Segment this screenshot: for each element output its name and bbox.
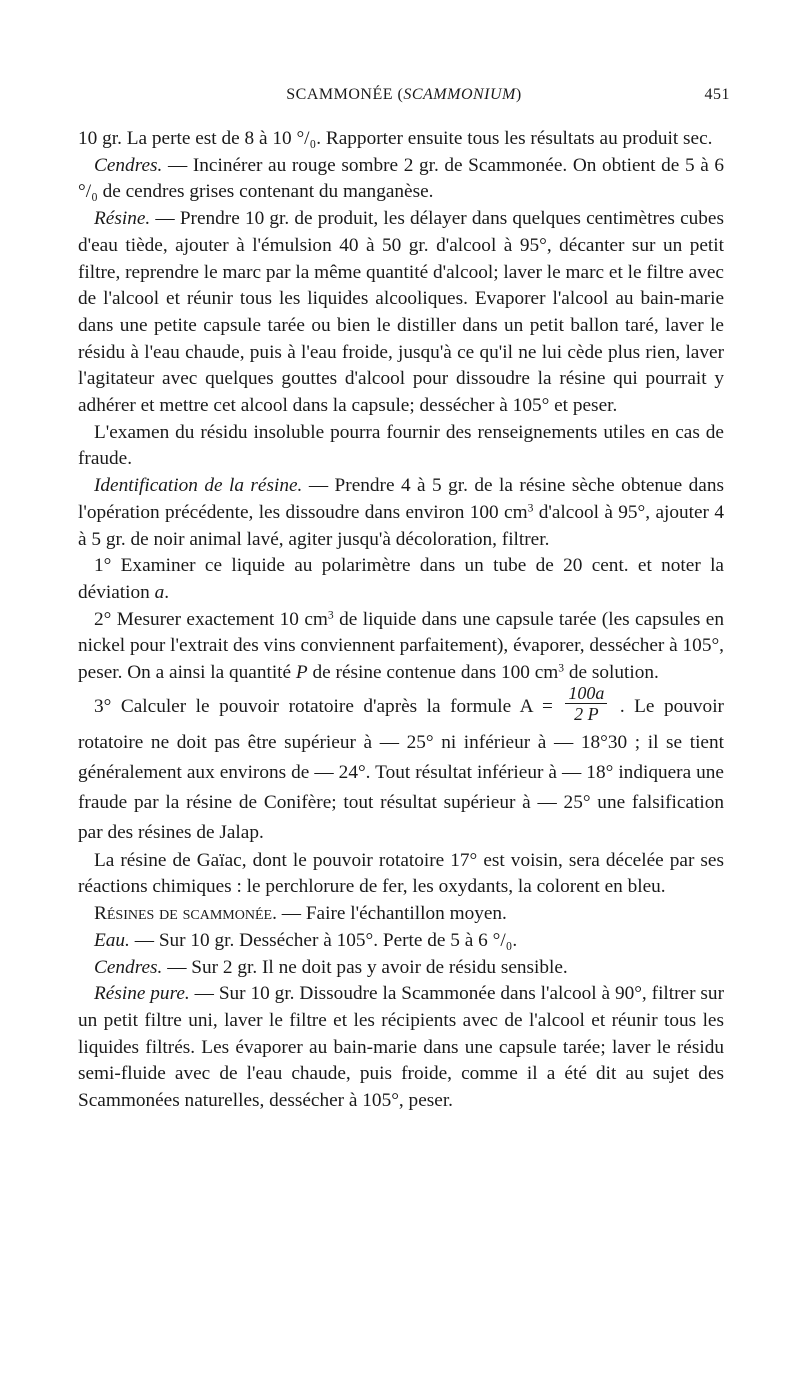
- running-title: SCAMMONÉE (SCAMMONIUM): [286, 86, 522, 103]
- paragraph-resines-scammonee: Résines de scammonée. — Faire l'échantillon moyen.: [94, 903, 507, 925]
- paragraph-eau: Eau. — Sur 10 gr. Dessécher à 105°. Perte de 5 à 6 °/₀.: [94, 929, 518, 951]
- paragraph-resine-pure: Résine pure. — Sur 10 gr. Dissoudre la Scammonée dans l'alcool à 90°, filtrer sur un petit filtre uni, laver le filtre et les récipients avec de l'alcool et réunir tous les liquides filtrés. Les évaporer au bain-marie dans une capsule tarée; laver le résidu semi-fluide avec de l'eau chaude, puis froide, comme il a été dit au sujet des Scammonées naturelles, dessécher à 105°, peser.: [78, 983, 724, 1112]
- section-label-eau: Eau.: [94, 929, 130, 951]
- paragraph-continuation: 10 gr. La perte est de 8 à 10 °/₀. Rapporter ensuite tous les résultats au produit sec.: [78, 128, 713, 149]
- paragraph-resine: Résine. — Prendre 10 gr. de produit, les délayer dans quelques centimètres cubes d'eau tiède, ajouter à l'émulsion 40 à 50 gr. d'alcool à 95°, décanter sur un petit filtre, reprendre le marc par la même quantité d'alcool; laver le marc et le filtre avec de l'alcool et réunir tous les liquides alcooliques. Evaporer l'alcool au bain-marie dans une petite capsule tarée ou bien le distiller dans un petit ballon taré, laver le résidu à l'eau chaude, puis à l'eau froide, jusqu'à ce qu'il ne lui cède plus rien, laver l'agitateur avec quelques gouttes d'alcool pour dissoudre la résine qui pourrait y adhérer et mettre cet alcool dans la capsule; dessécher à 105° et peser.: [78, 208, 724, 417]
- page-number: 451: [704, 86, 730, 103]
- formula-denominator: 2 P: [574, 703, 599, 724]
- section-label-resine-pure: Résine pure.: [94, 983, 190, 1005]
- running-title-latin: SCAMMONIUM: [403, 86, 516, 103]
- section-label-cendres: Cendres.: [94, 154, 163, 176]
- section-label-identification: Identification de la résine.: [94, 475, 303, 497]
- paragraph-step-3: 3° Calculer le pouvoir rotatoire d'après la formule A = $\frac{100a}{2 P}$ . Le pouvoir rotatoire ne doit pas être supérieur à — 25° ni inférieur à — 18°30 ; il se tient généralement aux environs de — 24°. Tout résultat inférieur à — 18° indiquera une fraude par la résine de Conifère; tout résultat supérieur à — 25° une falsification par des résines de Jalap.: [78, 682, 724, 843]
- formula-numerator: 100a: [565, 683, 607, 704]
- paragraph-residu: L'examen du résidu insoluble pourra fournir des renseignements utiles en cas de fraude.: [78, 421, 724, 470]
- section-label-cendres-2: Cendres.: [94, 956, 163, 978]
- paragraph-step-2: 2° Mesurer exactement 10 $cm^3$ de liquide dans une capsule tarée (les capsules en nickel pour l'extrait des vins conviennent parfaitement), évaporer, dessécher à 105°, peser. On a ainsi la quantité P de résine contenue dans 100 $cm^3$ de solution.: [78, 608, 724, 684]
- paragraph-cendres-2: Cendres. — Sur 2 gr. Il ne doit pas y avoir de résidu sensible.: [94, 956, 568, 978]
- section-heading-resines: Résines de scammonée.: [94, 903, 277, 925]
- paragraph-identification: Identification de la résine. — Prendre 4 à 5 gr. de la résine sèche obtenue dans l'opération précédente, les dissoudre dans environ 100 $cm^3$ d'alcool à 95°, ajouter 4 à 5 gr. de noir animal lavé, agiter jusqu'à décoloration, filtrer.: [78, 475, 725, 550]
- rotatory-power-formula: [565, 683, 607, 724]
- paragraph-step-1: 1° Examiner ce liquide au polarimètre dans un tube de 20 cent. et noter la déviation a.: [78, 555, 724, 603]
- paragraph-cendres: Cendres. — Incinérer au rouge sombre 2 gr. de Scammonée. On obtient de 5 à 6 °/₀ de cendres grises contenant du manganèse.: [78, 154, 724, 203]
- page-header: [78, 82, 730, 112]
- paragraph-gaiac: La résine de Gaïac, dont le pouvoir rotatoire 17° est voisin, sera décelée par ses réactions chimiques : le perchlorure de fer, les oxydants, la colorent en bleu.: [78, 849, 724, 898]
- body-text: [78, 126, 724, 1115]
- section-label-resine: Résine.: [94, 208, 151, 230]
